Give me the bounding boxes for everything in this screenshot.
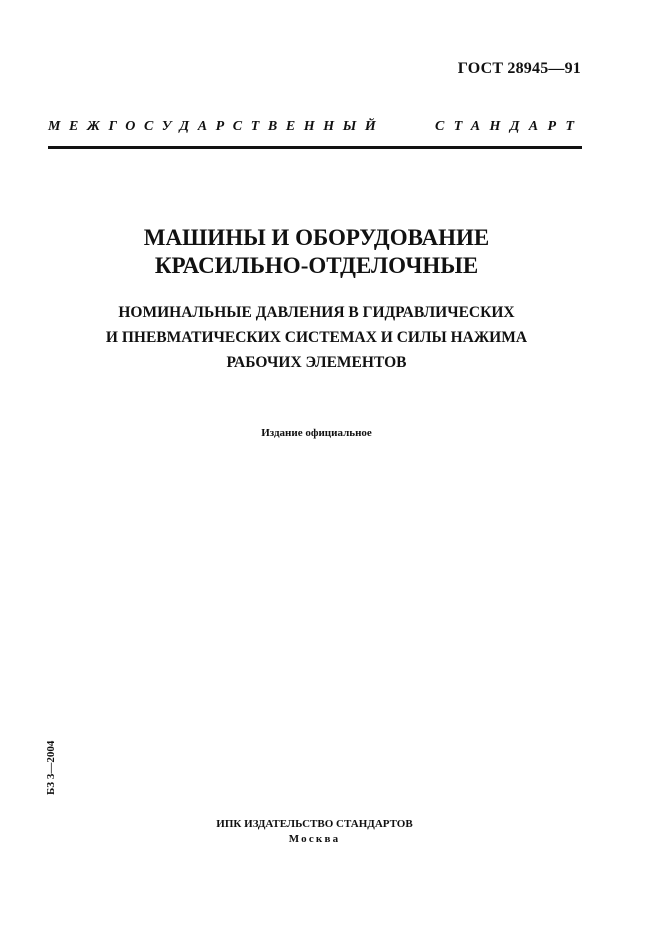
subtitle-line-1: НОМИНАЛЬНЫЕ ДАВЛЕНИЯ В ГИДРАВЛИЧЕСКИХ bbox=[118, 304, 515, 321]
publisher-city: Москва bbox=[288, 833, 341, 845]
standard-type-word-1: МЕЖГОСУДАРСТВЕННЫЙ bbox=[48, 119, 385, 134]
document-subtitle bbox=[0, 300, 661, 375]
edition-note bbox=[0, 427, 661, 439]
standard-type-word-2: СТАНДАРТ bbox=[435, 119, 584, 134]
header-divider bbox=[48, 146, 582, 149]
title-line-2: КРАСИЛЬНО-ОТДЕЛОЧНЫЕ bbox=[154, 253, 479, 278]
title-line-1: МАШИНЫ И ОБОРУДОВАНИЕ bbox=[143, 225, 490, 250]
document-number: ГОСТ 28945—91 bbox=[457, 60, 581, 77]
document-title bbox=[0, 224, 661, 280]
publisher-name: ИПК ИЗДАТЕЛЬСТВО СТАНДАРТОВ bbox=[216, 818, 413, 830]
publisher-block bbox=[0, 817, 661, 847]
subtitle-line-2: И ПНЕВМАТИЧЕСКИХ СИСТЕМАХ И СИЛЫ НАЖИМА bbox=[105, 329, 528, 346]
subtitle-line-3: РАБОЧИХ ЭЛЕМЕНТОВ bbox=[226, 354, 407, 371]
edition-label: Издание официальное bbox=[261, 427, 372, 439]
side-catalog-code: БЗ 3—2004 bbox=[45, 740, 57, 795]
